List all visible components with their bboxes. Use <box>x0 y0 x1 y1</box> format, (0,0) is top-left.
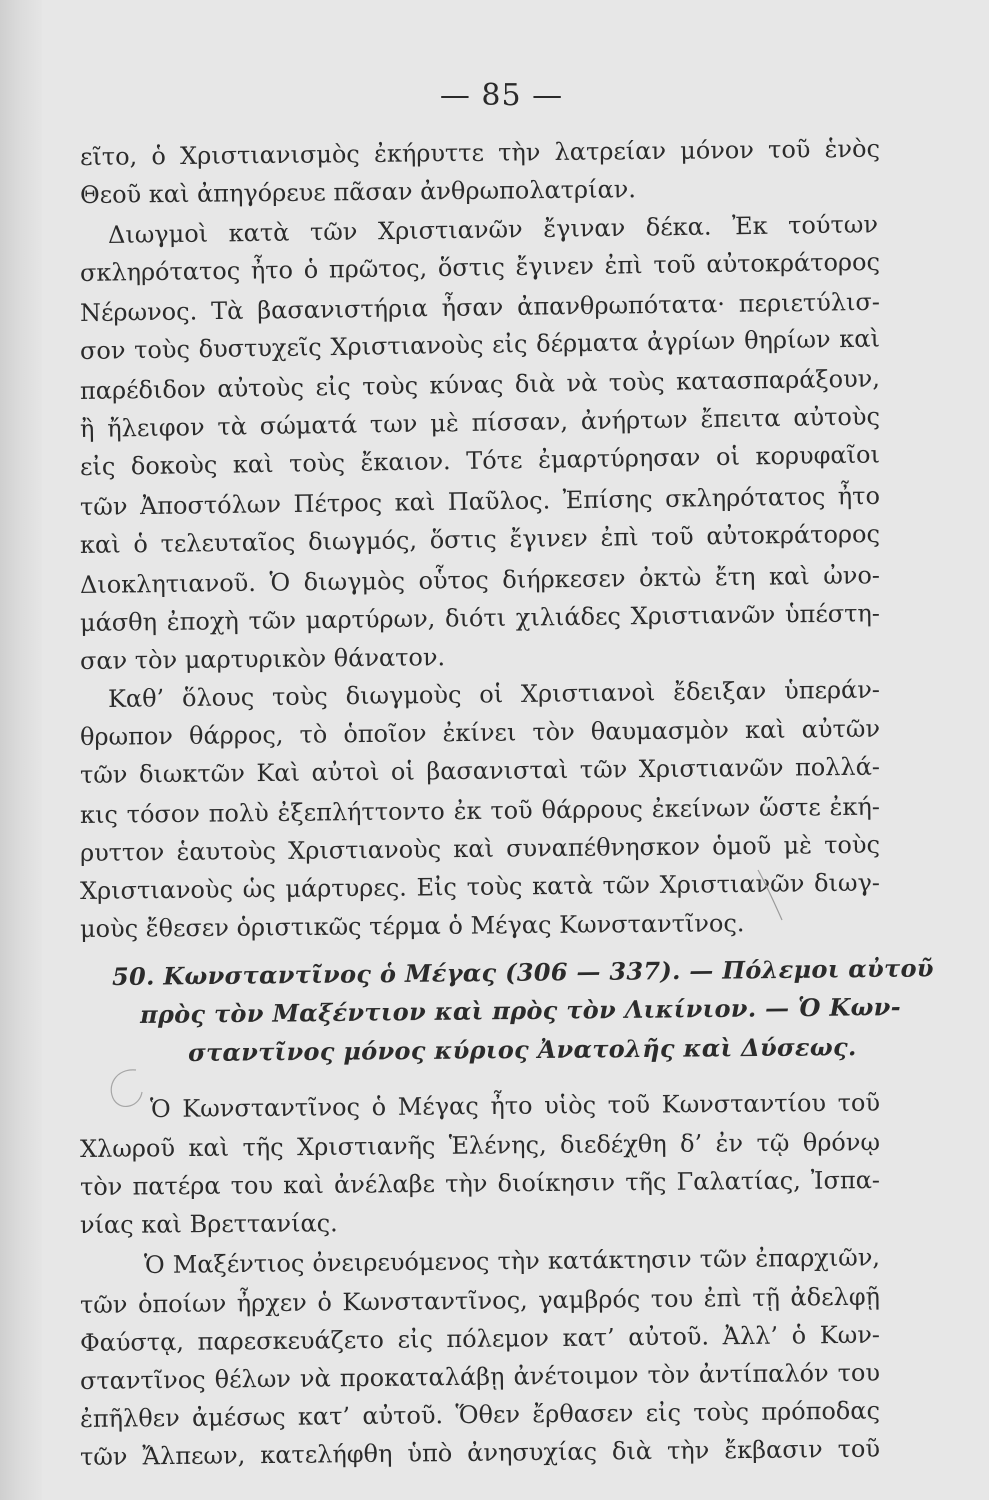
text-line: τῶν διωκτῶν Καὶ αὐτοὶ οἱ βασανισταὶ τῶν Χριστιανῶν πολλά- <box>79 752 881 789</box>
section-heading-line: 50. Κωνσταντῖνος ὁ Μέγας (306 — 337). — Πόλεμοι αὐτοῦ <box>111 953 934 991</box>
section-heading-line: πρὸς τὸν Μαξέντιον καὶ πρὸς τὸν Λικίνιον. — Ὁ Κων- <box>139 992 902 1029</box>
text-line: σκληρότατος ἦτο ὁ πρῶτος, ὅστις ἔγινεν ἐπὶ τοῦ αὐτοκράτορος <box>79 247 881 287</box>
text-line: Διοκλητιανοῦ. Ὁ διωγμὸς οὗτος διήρκεσεν ὀκτὼ ἔτη καὶ ὠνο- <box>79 561 881 599</box>
text-line: σταντῖνος θέλων νὰ προκαταλάβῃ ἀνέτοιμον τὸν ἀντίπαλόν του <box>79 1358 881 1395</box>
text-line: τῶν Ἀποστόλων Πέτρος καὶ Παῦλος. Ἐπίσης σκληρότατος ἦτο <box>79 481 881 521</box>
text-line: Θεοῦ καὶ ἀπηγόρευε πᾶσαν ἀνθρωπολατρίαν. <box>79 175 637 209</box>
text-line: σαν τὸν μαρτυρικὸν θάνατον. <box>79 643 446 675</box>
text-line: ἐπῆλθεν ἀμέσως κατ’ αὐτοῦ. Ὅθεν ἔρθασεν εἰς τοὺς πρόποδας <box>79 1396 881 1433</box>
text-line: Ὁ Μαξέντιος ὀνειρευόμενος τὴν κατάκτησιν τῶν ἐπαρχιῶν, <box>143 1243 881 1279</box>
pencil-circle-icon <box>96 1058 156 1118</box>
text-line: τῶν ὁποίων ἦρχεν ὁ Κωνσταντῖνος, γαμβρός του ἐπὶ τῇ ἀδελφῇ <box>79 1282 881 1319</box>
section-heading-line: σταντῖνος μόνος κύριος Ἀνατολῆς καὶ Δύσεως. <box>187 1032 857 1067</box>
text-line: Διωγμοὶ κατὰ τῶν Χριστιανῶν ἔγιναν δέκα. Ἐκ τούτων <box>107 210 879 249</box>
text-line: Καθ’ ὅλους τοὺς διωγμοὺς οἱ Χριστιανοὶ ἔδειξαν ὑπεράν- <box>107 675 881 713</box>
text-line: θρωπον θάρρος, τὸ ὁποῖον ἐκίνει τὸν θαυμασμὸν καὶ αὐτῶν <box>79 714 881 751</box>
page-number: — 85 — <box>439 78 564 113</box>
text-line: καὶ ὁ τελευταῖος διωγμός, ὅστις ἔγινεν ἐπὶ τοῦ αὐτοκράτορος <box>79 519 881 559</box>
text-line: τῶν Ἄλπεων, κατελήφθη ὑπὸ ἀνησυχίας διὰ τὴν ἔκβασιν τοῦ <box>79 1434 881 1471</box>
text-line: σον τοὺς δυστυχεῖς Χριστιανοὺς εἰς δέρματα ἀγρίων θηρίων καὶ <box>79 324 881 365</box>
text-line: Νέρωνος. Τὰ βασανιστήρια ἦσαν ἀπανθρωπότατα· περιετύλισ- <box>79 287 881 327</box>
text-line: μάσθη ἐποχὴ τῶν μαρτύρων, διότι χιλιάδες Χριστιανῶν ὑπέστη- <box>79 599 881 637</box>
text-line: Χλωροῦ καὶ τῆς Χριστιανῆς Ἑλένης, διεδέχθη δ’ ἐν τῷ θρόνῳ <box>79 1128 881 1163</box>
text-line: εἰς δοκοὺς καὶ τοὺς ἔκαιον. Τότε ἐμαρτύρησαν οἱ κορυφαῖοι <box>79 440 881 481</box>
text-line: νίας καὶ Βρεττανίας. <box>79 1209 338 1239</box>
text-line: κις τόσον πολὺ ἐξεπλήττοντο ἐκ τοῦ θάρρους ἐκείνων ὥστε ἐκή- <box>79 792 881 829</box>
page-edge-shadow <box>0 0 42 1500</box>
text-line: Φαύστᾳ, παρεσκευάζετο εἰς πόλεμον κατ’ αὐτοῦ. Ἀλλ’ ὁ Κων- <box>79 1320 881 1357</box>
text-line: παρέδιδον αὐτοὺς εἰς τοὺς κύνας διὰ νὰ τοὺς κατασπαράξουν, <box>79 364 881 405</box>
text-line: Ὁ Κωνσταντῖνος ὁ Μέγας ἦτο υἱὸς τοῦ Κωνσταντίου τοῦ <box>149 1088 881 1123</box>
text-line: μοὺς ἔθεσεν ὁριστικῶς τέρμα ὁ Μέγας Κωνσταντῖνος. <box>79 909 745 943</box>
text-line: ρυττον ἑαυτοὺς Χριστιανοὺς καὶ συναπέθνησκον ὁμοῦ μὲ τοὺς <box>79 830 881 867</box>
text-line: εῖτο, ὁ Χριστιανισμὸς ἐκήρυττε τὴν λατρείαν μόνον τοῦ ἑνὸς <box>79 134 881 171</box>
text-line: ἢ ἤλειφον τὰ σώματά των μὲ πίσσαν, ἀνήρτων ἔπειτα αὐτοὺς <box>79 402 881 443</box>
text-line: τὸν πατέρα του καὶ ἀνέλαβε τὴν διοίκησιν τῆς Γαλατίας, Ἰσπα- <box>79 1166 881 1201</box>
text-line: Χριστιανοὺς ὡς μάρτυρες. Εἰς τοὺς κατὰ τῶν Χριστιανῶν διωγ- <box>79 868 881 905</box>
